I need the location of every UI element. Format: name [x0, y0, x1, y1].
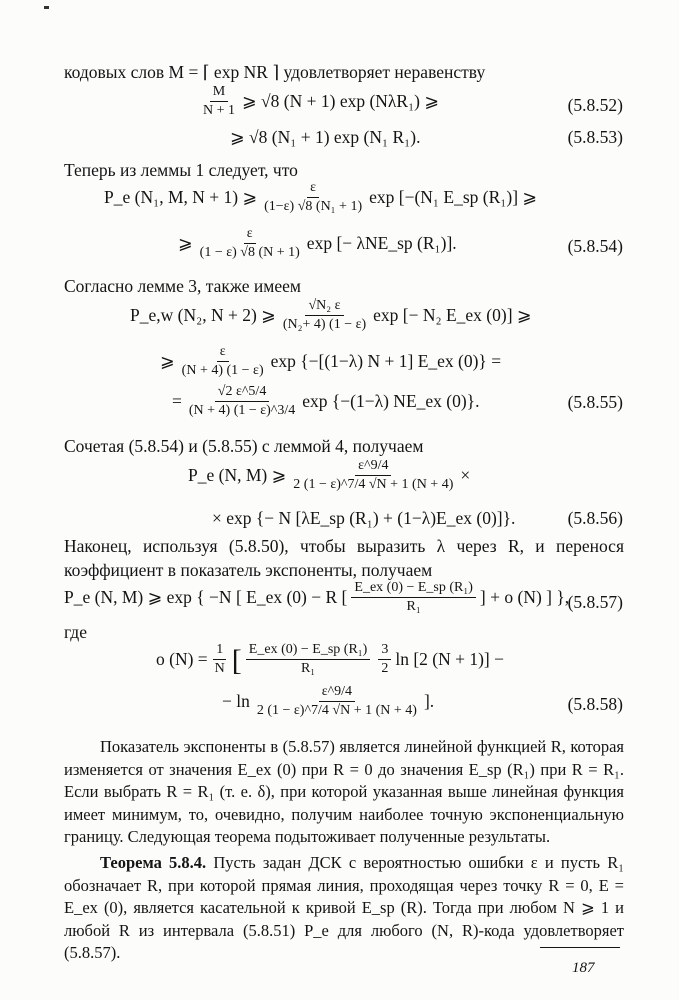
- paragraph: Наконец, используя (5.8.50), чтобы выразить λ через R, и перенося коэффициент в показатель экспоненты, получаем: [64, 536, 624, 580]
- fraction: [179, 344, 267, 379]
- denominator: R₁: [300, 661, 316, 676]
- equation-5-8-56-line2: × exp {− N [λE_sp (R₁) + (1−λ)E_ex (0)]}.: [212, 508, 516, 528]
- equation-5-8-54-line1: [104, 180, 537, 215]
- equation-lhs: ⩾: [160, 351, 175, 371]
- paragraph: Показатель экспоненты в (5.8.57) является линейной функцией R, которая изменяется от значения E_ex (0) при R = 0 до значения E_sp (R₁) при R = R₁. Если выбрать R = R₁ (т. е. δ), при которой указанная выше линейная функция имеет минимум, то, очевидно, получим наиболее точную экспоненциальную границу. Следующая теорема подытоживает полученные результаты.: [64, 737, 624, 846]
- equation-lhs: P_e (N₁, M, N + 1) ⩾: [104, 187, 258, 207]
- equation-5-8-55-line2: [160, 344, 501, 379]
- fraction: [280, 298, 369, 333]
- numerator: ε^9/4: [319, 684, 355, 702]
- denominator: R₁: [406, 599, 421, 614]
- equation-5-8-53: ⩾ √8 (N₁ + 1) exp (N₁ R₁).: [230, 127, 421, 147]
- equation-rhs: ⩾ √8 (N + 1) exp (NλR₁) ⩾: [242, 91, 440, 111]
- numerator: E_ex (0) − E_sp (R₁): [351, 580, 476, 598]
- equation-5-8-52: [196, 84, 439, 119]
- numerator: √N₂ ε: [305, 298, 343, 316]
- denominator: 2 (1 − ε)^7/4 √N + 1 (N + 4): [256, 703, 417, 718]
- equation-lhs: ⩾: [178, 233, 193, 253]
- equation-label: (5.8.54): [567, 236, 623, 256]
- text-line: кодовых слов M = ⌈ exp NR ⌉ удовлетворяет неравенству: [64, 62, 486, 82]
- equation-5-8-56-line1: [188, 458, 470, 493]
- denominator: (N₂+ 4) (1 − ε): [282, 317, 367, 332]
- equation-rhs: ln [2 (N + 1)] −: [395, 649, 505, 669]
- denominator: 2 (1 − ε)^7/4 √N + 1 (N + 4): [293, 477, 454, 492]
- equation-rhs: exp {−(1−λ) NE_ex (0)}.: [302, 391, 480, 411]
- equation-lhs: P_e (N, M) ⩾: [188, 465, 287, 485]
- equation-5-8-55-line1: [130, 298, 532, 333]
- fraction: [254, 684, 420, 719]
- numerator: 3: [378, 642, 391, 660]
- bracket: [: [231, 643, 242, 677]
- equation-5-8-58-line1: [156, 642, 504, 677]
- equation-label: (5.8.58): [567, 694, 623, 714]
- fraction: [197, 226, 303, 261]
- equation-5-8-58-line2: [222, 684, 434, 719]
- equation-lhs: − ln: [222, 691, 250, 711]
- equation-5-8-57: [64, 580, 569, 615]
- denominator: (1 − ε) √8 (N + 1): [199, 245, 300, 260]
- fraction: [261, 180, 365, 215]
- numerator: ε: [217, 344, 229, 362]
- text-line: Теперь из леммы 1 следует, что: [64, 160, 298, 180]
- equation-rhs: ].: [423, 691, 435, 711]
- denominator: 2: [381, 661, 389, 676]
- numerator: M: [210, 84, 228, 102]
- numerator: √2 ε^5/4: [215, 384, 270, 402]
- equation-label: (5.8.55): [567, 392, 623, 412]
- equation-label: (5.8.53): [567, 127, 623, 147]
- fraction: [212, 642, 228, 677]
- denominator: (N + 4) (1 − ε): [181, 363, 264, 378]
- numerator: ε: [244, 226, 256, 244]
- fraction: [186, 384, 298, 419]
- numerator: ε^9/4: [355, 458, 391, 476]
- fraction: [378, 642, 391, 677]
- equation-lhs: P_e (N, M) ⩾ exp { −N [ E_ex (0) − R [: [64, 587, 348, 607]
- fraction: [290, 458, 456, 493]
- denominator: (N + 4) (1 − ε)^3/4: [188, 403, 296, 418]
- equation-rhs: ×: [460, 465, 471, 485]
- denominator: N + 1: [203, 103, 236, 118]
- equation-5-8-54-line2: [178, 226, 457, 261]
- equation-rhs: exp {−[(1−λ) N + 1] E_ex (0)} =: [270, 351, 502, 371]
- equation-rhs: exp [− λNE_sp (R₁)].: [306, 233, 457, 253]
- text-line: Согласно лемме 3, также имеем: [64, 276, 301, 296]
- equation-label: (5.8.57): [567, 592, 623, 612]
- equation-label: (5.8.52): [567, 95, 623, 115]
- text-line: где: [64, 622, 87, 642]
- equation-label: (5.8.56): [567, 508, 623, 528]
- text-line: Сочетая (5.8.54) и (5.8.55) с леммой 4, получаем: [64, 436, 424, 456]
- denominator: N: [214, 661, 225, 676]
- equation-rhs: exp [− N₂ E_ex (0)] ⩾: [373, 305, 532, 325]
- numerator: 1: [213, 642, 226, 660]
- equation-rhs: ] + o (N) ] },: [479, 587, 570, 607]
- equation-lhs: P_e,w (N₂, N + 2) ⩾: [130, 305, 276, 325]
- theorem-text: Пусть задан ДСК с вероятностью ошибки ε и пусть R₁ обозначает R, при которой прямая линия, проходящая через точку R = 0, E = E_ex (0), является касательной к кривой E_sp (R). Тогда при любом N ⩾ 1 и любой R из интервала (5.8.51) P_e для любого (N, R)-кода удовлетворяет (5.8.57).: [64, 853, 625, 962]
- footer-rule: [540, 947, 620, 948]
- fraction: [246, 642, 371, 677]
- denominator: (1−ε) √8 (N₁ + 1): [264, 199, 363, 214]
- equation-rhs: exp [−(N₁ E_sp (R₁)] ⩾: [369, 187, 538, 207]
- fraction: [200, 84, 238, 119]
- numerator: ε: [307, 180, 319, 198]
- fraction: [351, 580, 476, 615]
- equation-lhs: o (N) =: [156, 649, 208, 669]
- equation-lhs: =: [172, 391, 182, 411]
- theorem-title: Теорема 5.8.4.: [100, 853, 207, 872]
- numerator: E_ex (0) − E_sp (R₁): [246, 642, 371, 660]
- equation-5-8-55-line3: [172, 384, 479, 419]
- corner-mark: [44, 6, 49, 9]
- page-number: 187: [572, 960, 595, 976]
